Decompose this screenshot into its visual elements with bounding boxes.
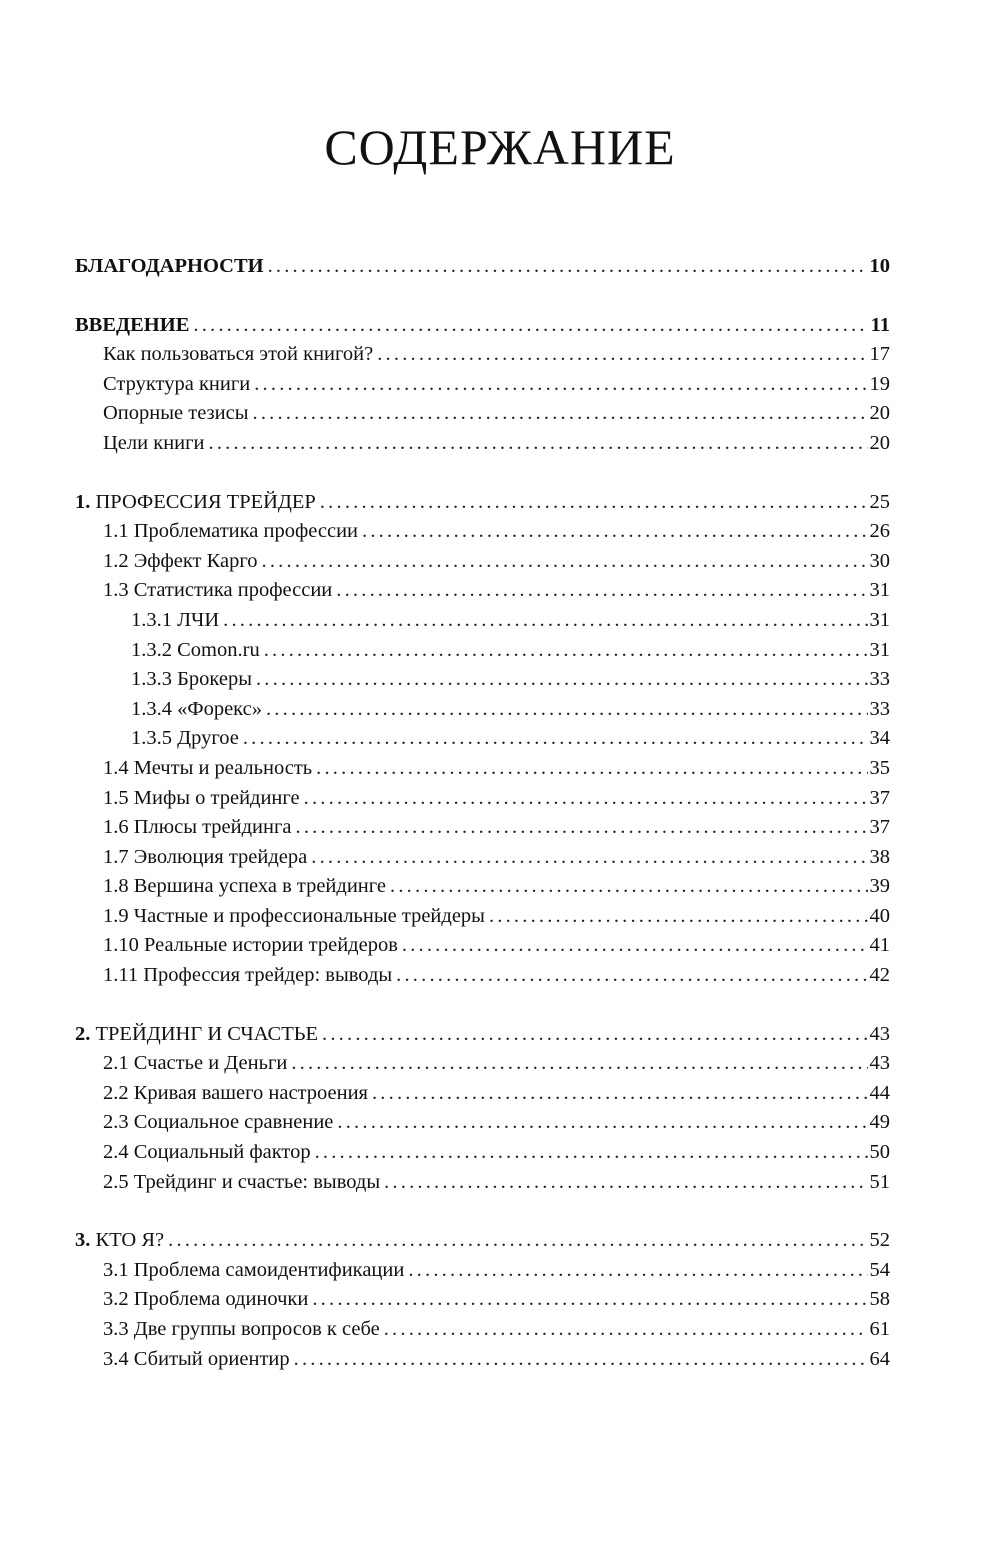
dot-leader [390,875,867,898]
entry-title: Цели книги [103,431,205,454]
toc-subentry[interactable] [75,1111,890,1141]
entry-title: 1.9 Частные и профессиональные трейдеры [103,904,485,927]
page-number: 35 [869,756,890,779]
toc-subentry[interactable] [75,1318,890,1348]
entry-title: 2.4 Социальный фактор [103,1141,311,1164]
entry-title: 1.3.2 Comon.ru [131,638,260,661]
dot-leader [336,579,867,602]
chapter-title: КТО Я? [90,1229,165,1252]
dot-leader [402,934,868,957]
dot-leader [223,609,867,632]
page-number: 26 [869,520,890,543]
toc-subentry[interactable] [75,609,890,639]
toc-subentry[interactable] [75,1288,890,1318]
table-of-contents [75,255,890,1377]
entry-title: 1.10 Реальные истории трейдеров [103,934,398,957]
toc-subentry[interactable] [75,1259,890,1289]
toc-subentry[interactable] [75,1348,890,1378]
toc-subentry[interactable] [75,875,890,905]
page-number: 64 [869,1347,890,1370]
entry-title: Как пользоваться этой книгой? [103,343,374,366]
dot-leader [294,1348,868,1371]
toc-subentry[interactable] [75,373,890,403]
dot-leader [304,787,868,810]
chapter-number: 2. [75,1022,91,1045]
chapter-number: 3. [75,1229,91,1252]
dot-leader [311,846,867,869]
toc-subentry[interactable] [75,432,890,462]
entry-title: 2.5 Трейдинг и счастье: выводы [103,1170,381,1193]
toc-subentry[interactable] [75,1082,890,1112]
entry-title: 1.11 Профессия трейдер: выводы [103,964,393,987]
page-number: 37 [869,786,890,809]
entry-title [75,1229,168,1252]
page-number: 33 [869,668,890,691]
toc-subentry[interactable] [75,402,890,432]
dot-leader [243,727,868,750]
dot-leader [322,1023,867,1046]
dot-leader [168,1229,867,1252]
entry-title: 1.1 Проблематика профессии [103,520,359,543]
toc-subentry[interactable] [75,698,890,728]
page-number: 49 [869,1111,890,1134]
entry-title [75,1023,322,1046]
dot-leader [384,1171,867,1194]
toc-section-entry[interactable] [75,491,890,521]
entry-title: 1.4 Мечты и реальность [103,756,313,779]
page-number: 31 [869,579,890,602]
entry-title: 1.3.4 «Форекс» [131,697,262,720]
page-number: 43 [869,1022,890,1045]
page-number: 44 [869,1081,890,1104]
page-number: 54 [869,1258,890,1281]
entry-title: 1.5 Мифы о трейдинге [103,786,300,809]
dot-leader [209,432,868,455]
toc-section-entry[interactable] [75,314,890,344]
page-number: 19 [869,372,890,395]
entry-title: 1.2 Эффект Карго [103,549,258,572]
page-number: 31 [869,638,890,661]
page-number: 61 [869,1318,890,1340]
page-number: 20 [869,431,890,454]
entry-title: 1.6 Плюсы трейдинга [103,816,292,839]
dot-leader [266,698,868,721]
entry-title: Структура книги [103,372,251,395]
dot-leader [372,1082,868,1105]
entry-title: 1.7 Эволюция трейдера [103,845,308,868]
toc-subentry[interactable] [75,816,890,846]
dot-leader [312,1288,867,1311]
dot-leader [262,550,868,573]
page-number: 20 [869,402,890,425]
dot-leader [256,668,868,691]
entry-title: 1.3.5 Другое [131,727,239,750]
entry-title: БЛАГОДАРНОСТИ [75,255,264,277]
toc-subentry[interactable] [75,520,890,550]
page-number: 43 [869,1052,890,1075]
chapter-title: ПРОФЕССИЯ ТРЕЙДЕР [90,490,316,513]
chapter-number: 1. [75,490,91,513]
toc-section-entry[interactable] [75,255,890,285]
toc-subentry[interactable] [75,964,890,994]
section-spacer [75,994,890,1023]
toc-subentry[interactable] [75,905,890,935]
dot-leader [316,757,867,780]
toc-subentry[interactable] [75,757,890,787]
toc-subentry[interactable] [75,727,890,757]
page-number: 41 [869,934,890,957]
page-title: СОДЕРЖАНИЕ [324,119,676,175]
entry-title: 2.1 Счастье и Деньги [103,1052,288,1075]
toc-subentry[interactable] [75,1141,890,1171]
page-number: 17 [869,343,890,366]
toc-subentry[interactable] [75,343,890,373]
entry-title: 3.4 Сбитый ориентир [103,1347,290,1370]
toc-subentry[interactable] [75,668,890,698]
entry-title: Опорные тезисы [103,402,249,425]
page-number: 52 [869,1229,890,1252]
dot-leader [489,905,868,928]
toc-subentry[interactable] [75,639,890,669]
entry-title: 3.2 Проблема одиночки [103,1288,309,1311]
toc-subentry[interactable] [75,846,890,876]
toc-subentry[interactable] [75,787,890,817]
chapter-title: ТРЕЙДИНГ И СЧАСТЬЕ [90,1022,319,1045]
dot-leader [337,1111,867,1134]
page-number: 38 [869,845,890,868]
page-number: 58 [869,1288,890,1311]
entry-title [75,491,320,514]
dot-leader [296,816,868,839]
page-number: 34 [869,727,890,750]
dot-leader [320,491,868,514]
dot-leader [362,520,867,543]
page-number: 25 [869,490,890,513]
toc-subentry[interactable] [75,934,890,964]
page-number: 40 [869,904,890,927]
page-number: 37 [869,816,890,839]
dot-leader [268,255,868,278]
dot-leader [408,1259,867,1282]
page-number: 33 [869,697,890,720]
page-number: 42 [869,964,890,987]
section-spacer [75,285,890,314]
page-number: 11 [870,313,890,336]
dot-leader [264,639,868,662]
page-number: 50 [869,1141,890,1164]
section-spacer [75,1200,890,1229]
entry-title: 1.3.1 ЛЧИ [131,608,220,631]
entry-title: 1.3.3 Брокеры [131,668,252,691]
toc-subentry[interactable] [75,1171,890,1201]
entry-title: 3.3 Две группы вопросов к себе [103,1318,380,1340]
dot-leader [253,402,868,425]
entry-title: 1.3 Статистика профессии [103,579,333,602]
page-number: 51 [869,1170,890,1193]
page-number: 30 [869,549,890,572]
toc-subentry[interactable] [75,550,890,580]
section-spacer [75,462,890,491]
entry-title: ВВЕДЕНИЕ [75,313,190,336]
dot-leader [315,1141,868,1164]
page-number: 31 [869,608,890,631]
dot-leader [396,964,867,987]
dot-leader [377,343,867,366]
dot-leader [291,1052,867,1075]
dot-leader [254,373,867,396]
toc-subentry[interactable] [75,579,890,609]
entry-title: 1.8 Вершина успеха в трейдинге [103,875,387,898]
dot-leader [384,1318,868,1341]
entry-title: 3.1 Проблема самоидентификации [103,1258,405,1281]
page-number: 10 [869,255,890,277]
toc-subentry[interactable] [75,1052,890,1082]
page-number: 39 [869,875,890,898]
entry-title: 2.3 Социальное сравнение [103,1111,334,1134]
dot-leader [193,314,868,337]
entry-title: 2.2 Кривая вашего настроения [103,1081,368,1104]
toc-section-entry[interactable] [75,1023,890,1053]
toc-section-entry[interactable] [75,1229,890,1259]
